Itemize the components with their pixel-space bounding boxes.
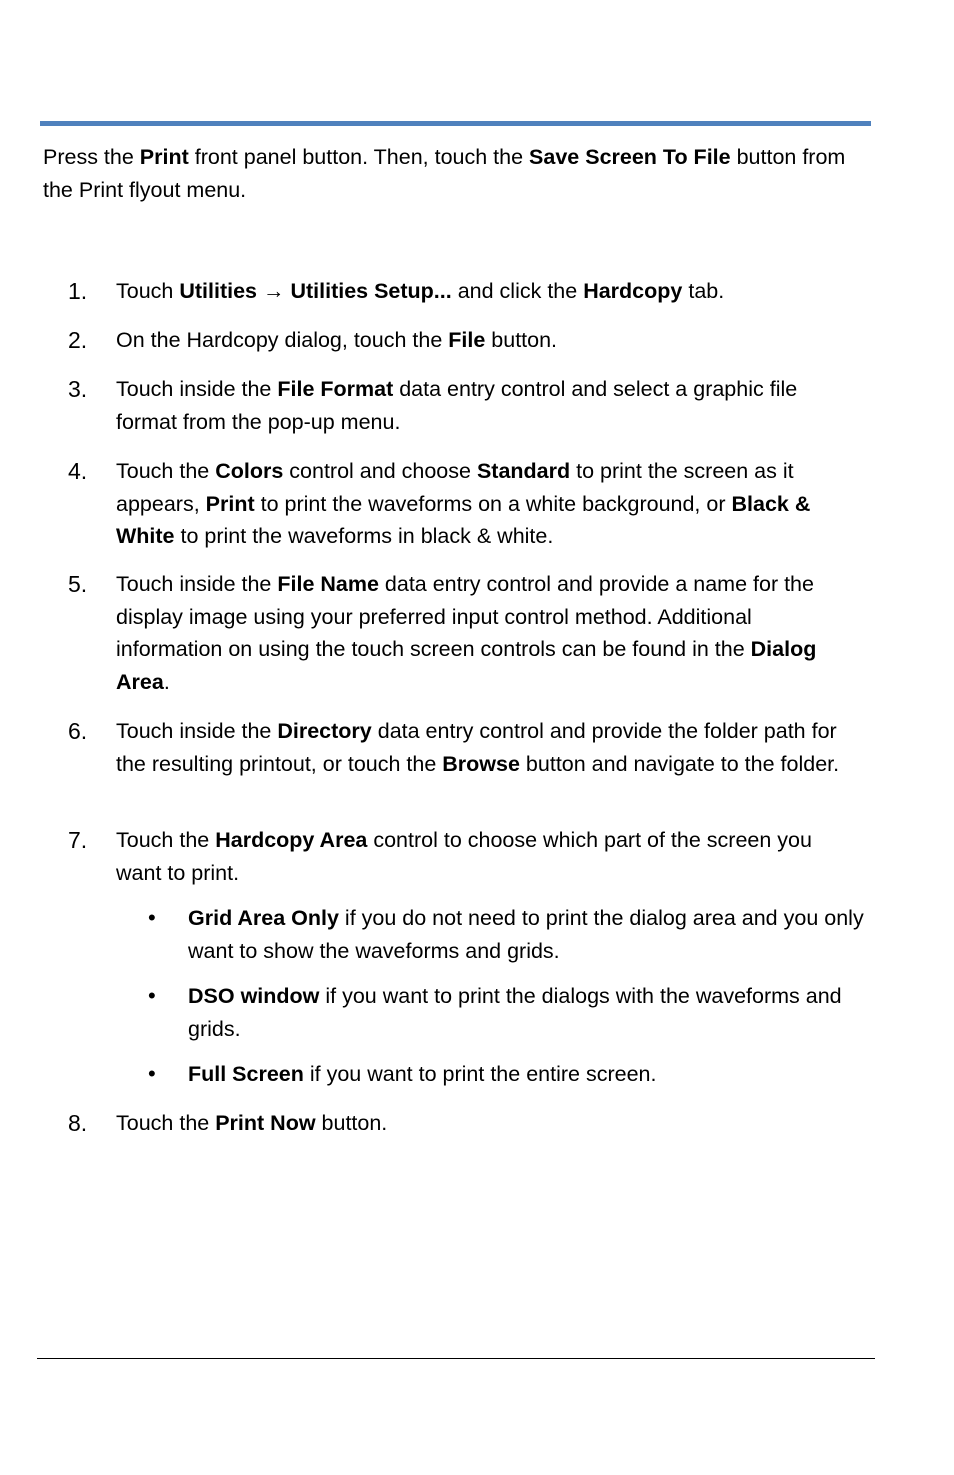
header-rule	[40, 121, 871, 126]
bullet-icon: •	[148, 983, 156, 1008]
step-text: Touch inside the Directory data entry control and provide the folder path for the resulting printout, or touch the Browse button and navigate to the folder.	[116, 719, 840, 776]
step-number: 6.	[68, 718, 88, 744]
intro-paragraph: Press the Print front panel button. Then, touch the Save Screen To File button from the Print flyout menu.	[43, 145, 846, 202]
bullet-icon: •	[148, 1061, 156, 1086]
step-text: Touch the Print Now button.	[116, 1111, 388, 1135]
step-number: 7.	[68, 827, 88, 853]
footer-rule	[37, 1358, 875, 1359]
bullet-icon: •	[148, 905, 156, 930]
step-text: Touch Utilities → Utilities Setup... and click the Hardcopy tab.	[116, 279, 725, 303]
step-number: 3.	[68, 376, 88, 402]
step-text: Touch the Hardcopy Area control to choose which part of the screen you want to print.	[116, 828, 812, 885]
step-text: Touch the Colors control and choose Standard to print the screen as it appears, Print to print the waveforms on a white background, or Black & White to print the waveforms in black & white.	[116, 459, 811, 548]
step-number: 1.	[68, 278, 88, 304]
step-number: 5.	[68, 571, 88, 597]
step-text: Touch inside the File Format data entry control and select a graphic file format from the pop-up menu.	[116, 377, 798, 434]
step-text: Touch inside the File Name data entry control and provide a name for the display image using your preferred input control method. Additional information on using the touch screen controls can be found in the Dialog Area.	[116, 572, 817, 694]
bullet-text: Grid Area Only if you do not need to print the dialog area and you only want to show the waveforms and grids.	[188, 906, 864, 963]
bullet-text: Full Screen if you want to print the entire screen.	[188, 1062, 657, 1086]
step-number: 8.	[68, 1110, 88, 1136]
step-number: 4.	[68, 458, 88, 484]
step-text: On the Hardcopy dialog, touch the File button.	[116, 328, 558, 352]
bullet-text: DSO window if you want to print the dialogs with the waveforms and grids.	[188, 984, 842, 1041]
step-number: 2.	[68, 327, 88, 353]
